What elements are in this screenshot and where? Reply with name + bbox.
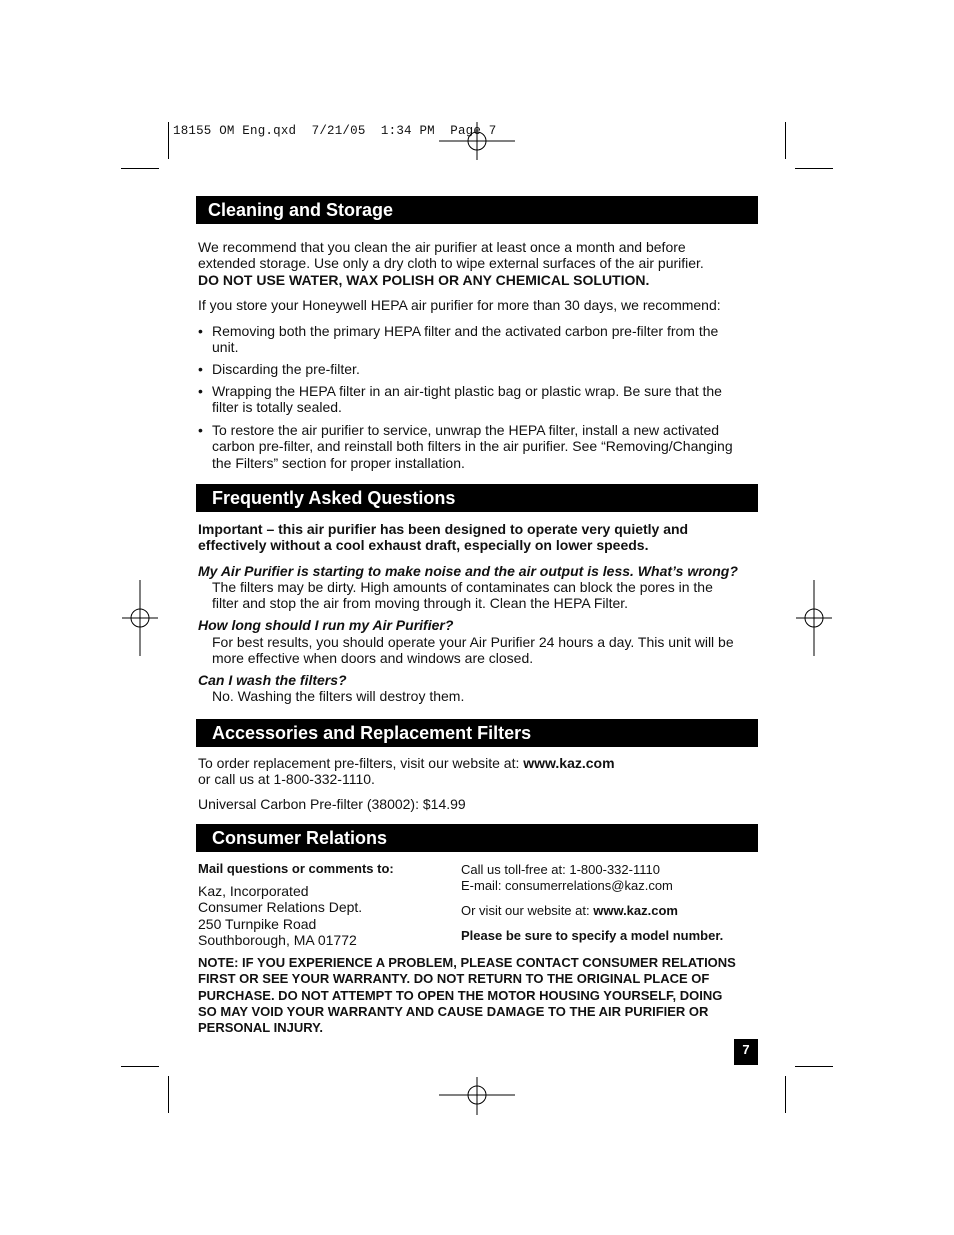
bullet-glyph: • (198, 323, 203, 339)
storage-bullet (198, 383, 758, 416)
printer-slug: 18155 OM Eng.qxd 7/21/05 1:34 PM Page 7 (173, 124, 497, 138)
call-text: or call us at 1-800-332-1110. (198, 771, 375, 788)
product-price: Universal Carbon Pre-filter (38002): $14.99 (198, 796, 466, 812)
cleaning-paragraph (198, 239, 758, 288)
crop-mark-bottom-left-vertical (168, 1076, 169, 1113)
faq-important-line: effectively without a cool exhaust draft, especially on lower speeds. (198, 537, 649, 554)
crop-mark-top-right-horizontal (795, 168, 833, 169)
section-heading-accessories: Accessories and Replacement Filters (196, 719, 758, 747)
note-line: PURCHASE. DO NOT ATTEMPT TO OPEN THE MOTOR HOUSING YOURSELF, DOING (198, 987, 723, 1003)
accessories-order-info (198, 755, 758, 788)
bullet-line: carbon pre-filter, and reinstall both filters in the air purifier. See “Removing/Changing (212, 438, 733, 455)
mailing-address (198, 883, 448, 948)
address-line: Kaz, Incorporated (198, 883, 309, 899)
bullet-line: filter is totally sealed. (212, 399, 342, 416)
email-line[interactable]: E-mail: consumerrelations@kaz.com (461, 878, 673, 894)
bullet-glyph: • (198, 422, 203, 438)
crop-mark-bottom-right-horizontal (795, 1066, 833, 1067)
section-heading-faq: Frequently Asked Questions (196, 484, 758, 512)
faq-question: Can I wash the filters? (198, 672, 347, 688)
section-heading-consumer: Consumer Relations (196, 824, 758, 852)
registration-mark-left (120, 578, 160, 658)
consumer-note (198, 955, 758, 1036)
bullet-line: unit. (212, 339, 239, 356)
faq-answer-line: For best results, you should operate your Air Purifier 24 hours a day. This unit will be (212, 634, 734, 650)
faq-question: How long should I run my Air Purifier? (198, 617, 454, 633)
bullet-glyph: • (198, 361, 203, 377)
crop-mark-bottom-right-vertical (785, 1076, 786, 1113)
faq-answer (212, 579, 758, 612)
page-number: 7 (734, 1039, 758, 1065)
website-link[interactable]: www.kaz.com (593, 903, 678, 918)
note-line: PERSONAL INJURY. (198, 1020, 323, 1036)
section-heading-cleaning: Cleaning and Storage (196, 196, 758, 224)
note-line: FIRST OR SEE YOUR WARRANTY. DO NOT RETURN TO THE ORIGINAL PLACE OF (198, 971, 710, 987)
faq-important-line: Important – this air purifier has been designed to operate very quietly and (198, 521, 689, 537)
storage-intro: If you store your Honeywell HEPA air purifier for more than 30 days, we recommend: (198, 297, 721, 313)
crop-mark-top-left-horizontal (121, 168, 159, 169)
contact-info (461, 862, 758, 895)
storage-bullet (198, 361, 758, 377)
visit-website-line (461, 903, 758, 919)
visit-text: Or visit our website at: (461, 903, 594, 918)
mail-label: Mail questions or comments to: (198, 861, 394, 876)
model-number-note: Please be sure to specify a model number. (461, 928, 724, 943)
registration-mark-top (437, 122, 517, 162)
crop-mark-top-left-vertical (168, 122, 169, 159)
storage-bullet (198, 422, 758, 471)
note-line: SO MAY VOID YOUR WARRANTY AND CAUSE DAMAGE TO THE AIR PURIFIER OR (198, 1003, 709, 1019)
cleaning-warning: DO NOT USE WATER, WAX POLISH OR ANY CHEMICAL SOLUTION. (198, 271, 650, 288)
registration-mark-bottom (437, 1075, 517, 1115)
phone-line: Call us toll-free at: 1-800-332-1110 (461, 862, 660, 877)
faq-answer-line: filter and stop the air from moving through it. Clean the HEPA Filter. (212, 595, 629, 612)
bullet-line: the Filters” section for proper installation. (212, 454, 465, 471)
faq-answer (212, 634, 758, 667)
website-link[interactable]: www.kaz.com (523, 755, 615, 771)
bullet-line: To restore the air purifier to service, unwrap the HEPA filter, install a new activated (212, 422, 720, 438)
faq-answer-line: The filters may be dirty. High amounts of contaminates can block the pores in the (212, 579, 713, 595)
faq-answer-line: more effective when doors and windows are closed. (212, 650, 534, 667)
storage-bullet (198, 323, 758, 356)
note-line: NOTE: IF YOU EXPERIENCE A PROBLEM, PLEASE CONTACT CONSUMER RELATIONS (198, 955, 736, 970)
crop-mark-bottom-left-horizontal (121, 1066, 159, 1067)
bullet-glyph: • (198, 383, 203, 399)
bullet-line: Removing both the primary HEPA filter and the activated carbon pre-filter from the (212, 323, 719, 339)
address-line: Southborough, MA 01772 (198, 931, 357, 948)
crop-mark-top-right-vertical (785, 122, 786, 159)
faq-question: My Air Purifier is starting to make noise and the air output is less. What’s wrong? (198, 563, 738, 579)
faq-answer: No. Washing the filters will destroy them. (212, 688, 465, 704)
address-line: 250 Turnpike Road (198, 915, 317, 932)
order-text: To order replacement pre-filters, visit our website at: (198, 755, 524, 771)
registration-mark-right (794, 578, 834, 658)
address-line: Consumer Relations Dept. (198, 899, 363, 916)
cleaning-paragraph-line: extended storage. Use only a dry cloth to wipe external surfaces of the air purifier. (198, 255, 704, 272)
cleaning-paragraph-line: We recommend that you clean the air purifier at least once a month and before (198, 239, 686, 255)
faq-important-note (198, 521, 758, 554)
bullet-line: Discarding the pre-filter. (212, 361, 360, 377)
bullet-line: Wrapping the HEPA filter in an air-tight plastic bag or plastic wrap. Be sure that the (212, 383, 722, 399)
